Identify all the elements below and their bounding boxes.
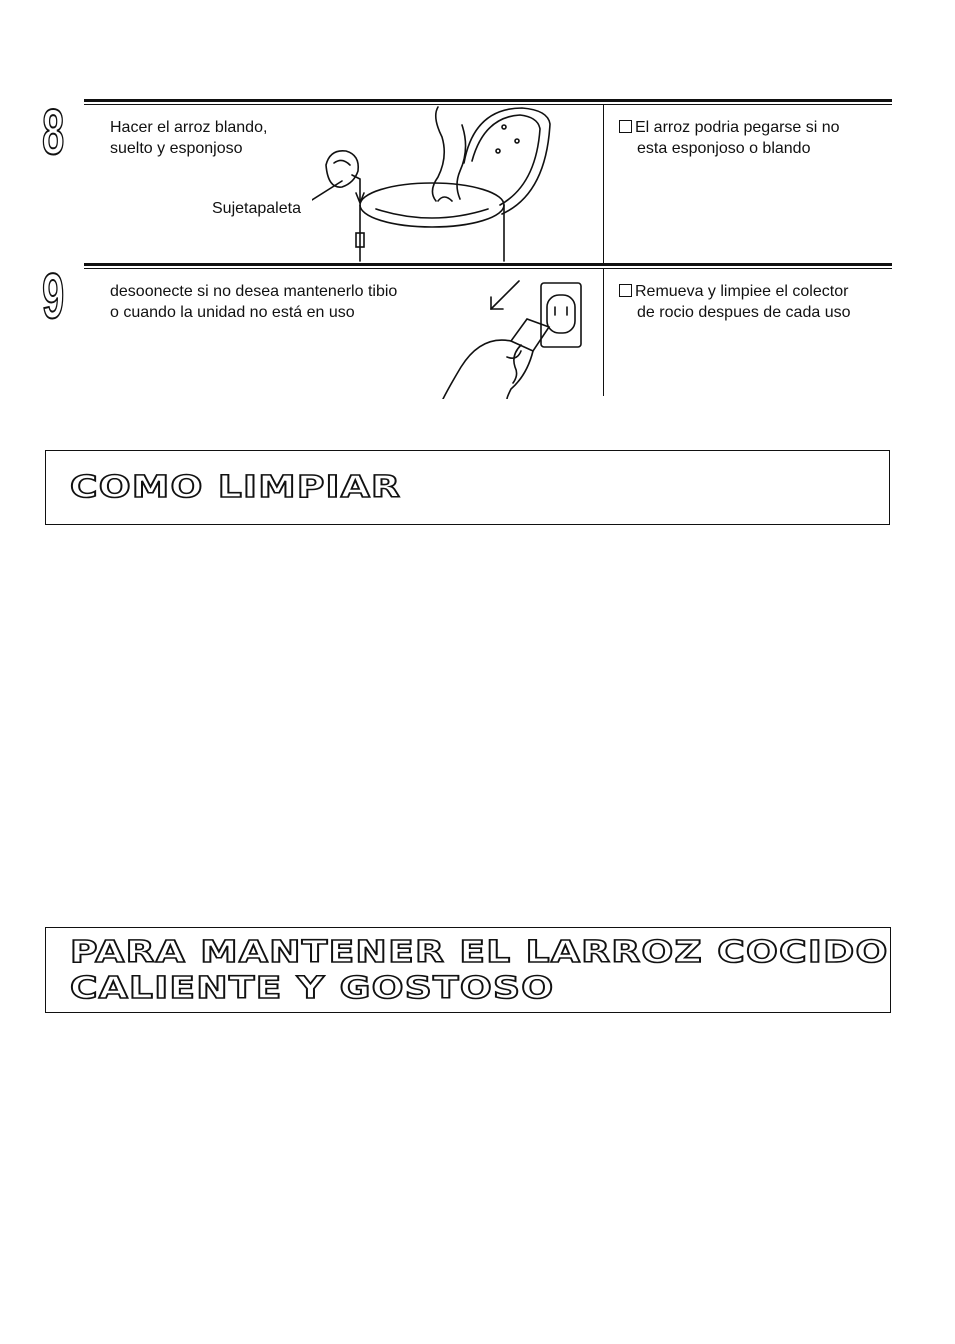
step-number: 9 bbox=[42, 260, 65, 332]
section-title: COMO LIMPIAR bbox=[70, 470, 402, 505]
section-cleaning bbox=[45, 450, 890, 525]
step-instruction: desoonecte si no desea mantenerlo tibio o cuando la unidad no está en uso bbox=[110, 283, 398, 321]
step-rule bbox=[84, 263, 892, 266]
step-8 bbox=[42, 96, 892, 264]
section-keep-warm bbox=[45, 927, 891, 1013]
step-number: 8 bbox=[42, 96, 65, 168]
step-9 bbox=[42, 260, 892, 398]
empty-square-icon bbox=[619, 120, 632, 133]
column-divider bbox=[603, 269, 604, 396]
section-title-line2: CALIENTE Y GOSTOSO bbox=[70, 971, 555, 1006]
step-rule bbox=[84, 99, 892, 102]
column-divider bbox=[603, 105, 604, 264]
empty-square-icon bbox=[619, 284, 632, 297]
step-note: El arroz podria pegarse si no esta esponjoso o blando bbox=[619, 117, 889, 159]
rice-cooker-paddle-holder-icon bbox=[312, 105, 602, 265]
section-title-line1: PARA MANTENER EL LARROZ COCIDO bbox=[70, 935, 889, 970]
step-note: Remueva y limpiee el colector de rocio despues de cada uso bbox=[619, 281, 889, 323]
step-instruction: Hacer el arroz blando, suelto y esponjoso bbox=[110, 119, 268, 157]
paddle-holder-label: Sujetapaleta bbox=[212, 200, 301, 217]
unplug-cord-icon bbox=[437, 277, 592, 399]
